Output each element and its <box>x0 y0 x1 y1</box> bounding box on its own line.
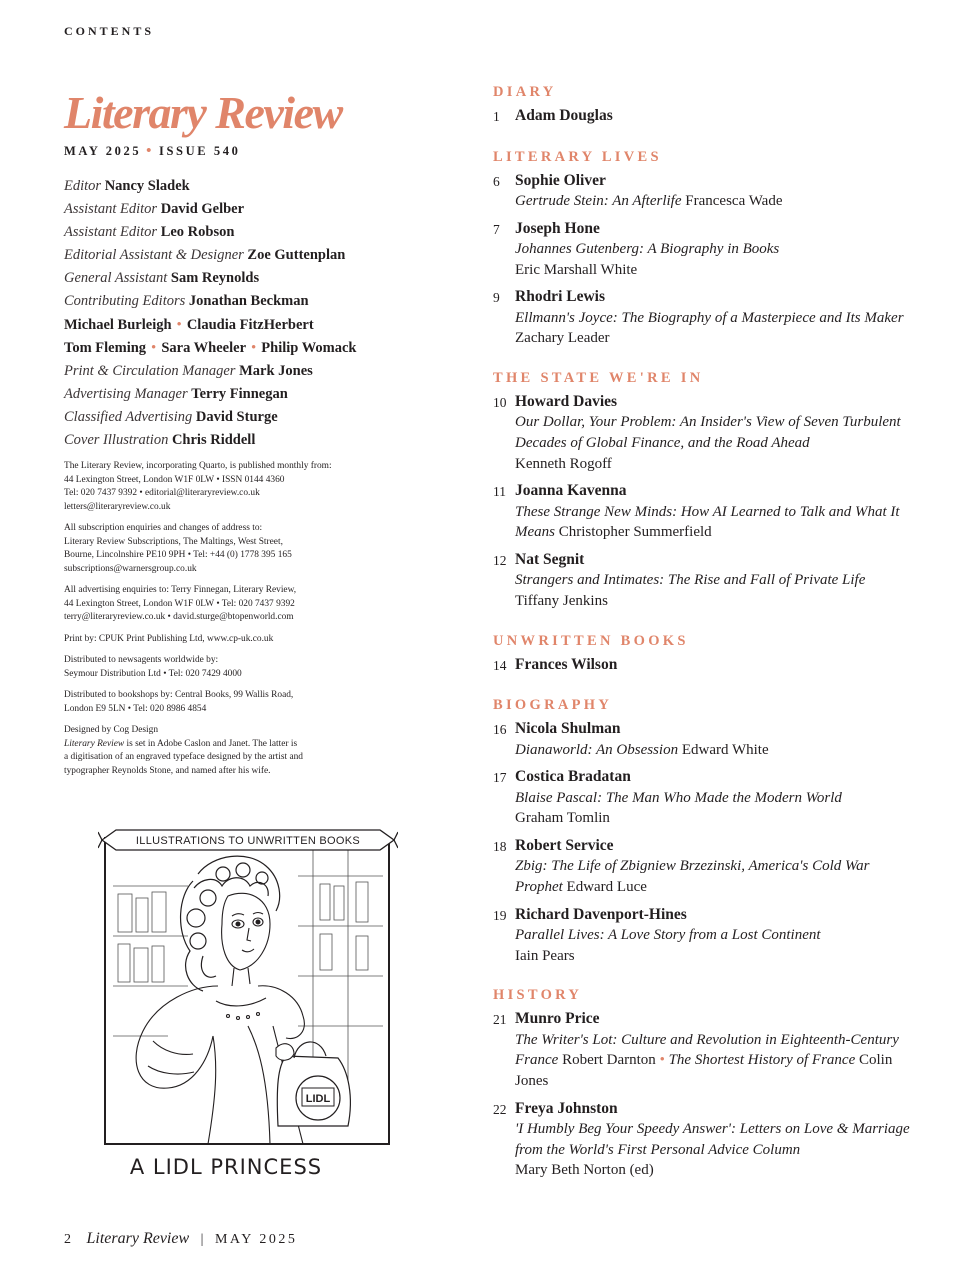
contents-entry[interactable] <box>493 287 913 349</box>
book-details <box>515 1119 913 1181</box>
design-info <box>64 724 394 778</box>
reviewer-name: Joseph Hone <box>515 219 600 237</box>
staff-row <box>64 429 394 452</box>
staff-row <box>64 360 394 383</box>
book-author: Eric Marshall White <box>515 261 638 278</box>
reviewer-name: Richard Davenport-Hines <box>515 905 687 923</box>
book-details <box>515 308 913 349</box>
fine-line: Seymour Distribution Ltd • Tel: 020 7429 4000 <box>64 668 242 679</box>
staff-name: Michael Burleigh <box>64 316 172 333</box>
fine-italic: Literary Review <box>64 738 125 749</box>
staff-role: Cover Illustration <box>64 432 169 449</box>
bullet-icon: • <box>659 1052 665 1069</box>
page-number: 7 <box>493 221 500 237</box>
book-author: Francesca Wade <box>681 193 783 209</box>
book-title: Blaise Pascal: The Man Who Made the Modern World <box>515 789 842 806</box>
staff-name: David Sturge <box>195 408 278 425</box>
fine-line: Distributed to newsagents worldwide by: <box>64 655 219 666</box>
fine-line: Print by: CPUK Print Publishing Ltd, www.cp-uk.co.uk <box>64 633 274 644</box>
fine-line: Distributed to bookshops by: Central Books, 99 Wallis Road, <box>64 690 294 701</box>
book-title: The Writer's Lot: Culture and Revolution in Eighteenth-Century France <box>515 1031 899 1069</box>
fine-line: 44 Lexington Street, London W1F 0LW • ISSN 0144 4360 <box>64 474 285 485</box>
publication-details <box>64 460 394 778</box>
book-details <box>515 856 913 897</box>
contents-entry[interactable] <box>493 550 913 612</box>
staff-row <box>64 406 394 429</box>
fine-line: All advertising enquiries to: Terry Finnegan, Literary Review, <box>64 585 297 596</box>
fine-line: terry@literaryreview.co.uk • david.sturge@btopenworld.com <box>64 612 294 623</box>
staff-role: Classified Advertising <box>64 408 193 425</box>
reviewer-name: Frances Wilson <box>515 655 618 673</box>
section-heading-diary: DIARY <box>493 84 557 100</box>
issue-number: ISSUE 540 <box>159 144 241 158</box>
bookshop-info <box>64 689 394 716</box>
contents-entry[interactable] <box>493 836 913 898</box>
book-title: Gertrude Stein: An Afterlife <box>515 193 682 209</box>
book-details <box>515 925 913 966</box>
contents-entry[interactable] <box>493 905 913 967</box>
reviewer-name: Howard Davies <box>515 392 618 410</box>
contents-entry[interactable] <box>493 655 913 677</box>
page-number: 1 <box>493 109 500 124</box>
page-number: 11 <box>493 484 506 500</box>
footer-page-number: 2 <box>64 1232 71 1247</box>
section-heading-state: THE STATE WE'RE IN <box>493 369 704 386</box>
fine-line: a digitisation of an engraved typeface designed by the artist and <box>64 752 303 763</box>
bullet-icon: • <box>146 143 155 159</box>
staff-role: Print & Circulation Manager <box>64 362 236 379</box>
book-title: Ellmann's Joyce: The Biography of a Masterpiece and Its Maker <box>515 309 904 326</box>
book-details <box>515 570 913 611</box>
fine-line: All subscription enquiries and changes of address to: <box>64 523 263 534</box>
book-title: Zbig: The Life of Zbigniew Brzezinski, America's Cold War Prophet <box>515 858 870 895</box>
fine-line: 44 Lexington Street, London W1F 0LW • Tel: 020 7437 9392 <box>64 598 295 609</box>
page-footer <box>64 1230 297 1248</box>
book-author: Colin Jones <box>515 1052 893 1089</box>
magazine-title: Literary Review <box>64 87 342 138</box>
staff-name: Chris Riddell <box>171 432 256 449</box>
staff-role: General Assistant <box>64 270 168 287</box>
book-author: Mary Beth Norton (ed) <box>515 1162 654 1179</box>
book-author: Robert Darnton <box>558 1052 656 1069</box>
staff-row <box>64 267 394 290</box>
book-title: Strangers and Intimates: The Rise and Fall of Private Life <box>515 572 866 589</box>
reviewer-name: Sophie Oliver <box>515 171 606 189</box>
staff-name: Mark Jones <box>239 362 313 379</box>
book-author: Iain Pears <box>515 947 575 964</box>
contents-entry[interactable] <box>493 719 913 760</box>
page-number: 18 <box>493 838 507 854</box>
reviewer-name: Adam Douglas <box>515 107 613 124</box>
staff-row <box>64 244 394 267</box>
contents-entry[interactable] <box>493 1009 913 1091</box>
page-number: 6 <box>493 173 500 189</box>
staff-role: Editorial Assistant & Designer <box>64 247 244 264</box>
page-number: 19 <box>493 907 507 923</box>
staff-row <box>64 314 394 337</box>
footer-date: MAY 2025 <box>214 1232 298 1247</box>
book-details <box>515 191 913 212</box>
book-title: Parallel Lives: A Love Story from a Lost Continent <box>515 927 821 944</box>
masthead-column <box>64 86 394 786</box>
book-details <box>515 502 913 543</box>
staff-role: Advertising Manager <box>64 385 188 402</box>
book-title: 'I Humbly Beg Your Speedy Answer': Letters on Love & Marriage from the World's First Personal Advice Column <box>515 1121 910 1158</box>
page-number: 12 <box>493 552 507 568</box>
staff-name: Terry Finnegan <box>191 385 288 402</box>
book-author: Graham Tomlin <box>515 810 610 827</box>
staff-name: Leo Robson <box>160 224 235 241</box>
fine-line: Bourne, Lincolnshire PE10 9PH • Tel: +44 (0) 1778 395 165 <box>64 550 292 561</box>
book-title: Our Dollar, Your Problem: An Insider's View of Seven Turbulent Decades of Global Finance, and the Road Ahead <box>515 414 901 452</box>
staff-name: Zoe Guttenplan <box>247 247 346 264</box>
issue-line <box>64 143 394 160</box>
book-author: Christopher Summerfield <box>555 524 712 541</box>
page-number: 10 <box>493 394 507 410</box>
book-title: Johannes Gutenberg: A Biography in Books <box>515 241 780 258</box>
page-number: 21 <box>493 1012 507 1028</box>
section-heading-history: HISTORY <box>493 987 583 1004</box>
fine-line: is set in Adobe Caslon and Janet. The latter is <box>124 738 298 749</box>
section-heading-unwritten-books: UNWRITTEN BOOKS <box>493 632 689 649</box>
staff-name: Nancy Sladek <box>104 178 190 194</box>
contents-entry[interactable] <box>493 767 913 829</box>
staff-row <box>64 383 394 406</box>
print-info <box>64 633 394 647</box>
publisher-info <box>64 460 394 514</box>
staff-role: Assistant Editor <box>64 201 158 218</box>
fine-line: Designed by Cog Design <box>64 725 159 736</box>
footer-title: Literary Review <box>86 1230 190 1247</box>
banner <box>98 830 398 850</box>
book-details <box>515 788 913 829</box>
book-author: Edward White <box>678 741 769 758</box>
staff-name: Philip Womack <box>261 339 357 356</box>
contents-entry[interactable] <box>493 171 913 212</box>
bullet-icon: • <box>251 339 257 356</box>
cover-illustration <box>98 826 398 1184</box>
illustration-caption: A LIDL PRINCESS <box>129 1155 323 1179</box>
section-heading-literary-lives: LITERARY LIVES <box>493 148 662 165</box>
reviewer-name: Rhodri Lewis <box>515 288 605 306</box>
contents-entry[interactable] <box>493 481 913 543</box>
reviewer-name: Nicola Shulman <box>515 720 621 738</box>
page-number: 9 <box>493 290 500 306</box>
contents-entry[interactable] <box>493 392 913 474</box>
book-title: These Strange New Minds: How AI Learned to Talk and What It Means <box>515 503 900 541</box>
staff-name: Claudia FitzHerbert <box>186 316 314 333</box>
staff-row <box>64 337 394 360</box>
staff-role: Contributing Editors <box>64 293 186 310</box>
bullet-icon: • <box>176 316 182 333</box>
fine-line: The Literary Review, incorporating Quarto, is published monthly from: <box>64 461 332 472</box>
page-number: 14 <box>493 657 507 673</box>
book-details <box>515 239 913 280</box>
staff-row <box>64 198 394 221</box>
book-author: Zachary Leader <box>515 330 610 347</box>
book-details <box>515 740 913 761</box>
book-author: Tiffany Jenkins <box>515 593 608 610</box>
fine-line: Literary Review Subscriptions, The Maltings, West Street, <box>64 536 283 547</box>
page-number: 17 <box>493 770 507 786</box>
section-heading-biography: BIOGRAPHY <box>493 697 613 714</box>
hand-drawing <box>276 1044 294 1061</box>
contents-entry[interactable] <box>493 106 913 128</box>
subscription-info <box>64 522 394 576</box>
book-details <box>515 1030 913 1092</box>
staff-name: Sam Reynolds <box>170 270 260 287</box>
fine-line: subscriptions@warnersgroup.co.uk <box>64 563 197 574</box>
staff-name: Sara Wheeler <box>161 339 247 356</box>
staff-role: Editor <box>64 178 102 194</box>
staff-row <box>64 221 394 244</box>
book-title: Dianaworld: An Obsession <box>515 741 679 758</box>
reviewer-name: Munro Price <box>515 1010 600 1028</box>
issue-month: MAY 2025 <box>64 144 142 158</box>
newsagent-info <box>64 654 394 681</box>
banner-text: ILLUSTRATIONS TO UNWRITTEN BOOKS <box>135 835 361 847</box>
staff-row <box>64 175 394 198</box>
staff-role: Assistant Editor <box>64 224 158 241</box>
reviewer-name: Nat Segnit <box>515 550 585 568</box>
book-details <box>515 412 913 474</box>
book-author: Kenneth Rogoff <box>515 455 612 472</box>
reviewer-name: Freya Johnston <box>515 1099 618 1117</box>
fine-line: Tel: 020 7437 9392 • editorial@literaryreview.co.uk <box>64 488 260 499</box>
reviewer-name: Joanna Kavenna <box>515 482 627 500</box>
bullet-icon: • <box>151 339 157 356</box>
contents-entry[interactable] <box>493 219 913 281</box>
page-number: 22 <box>493 1101 507 1117</box>
reviewer-name: Robert Service <box>515 836 614 854</box>
contents-entry[interactable] <box>493 1099 913 1181</box>
book-author: Edward Luce <box>562 879 647 895</box>
book-title: The Shortest History of France <box>664 1052 856 1069</box>
contents-list <box>493 80 913 1188</box>
fine-line: London E9 5LN • Tel: 020 8986 4854 <box>64 703 207 714</box>
staff-name: Jonathan Beckman <box>188 293 309 310</box>
page-number: 16 <box>493 722 507 738</box>
staff-row <box>64 290 394 313</box>
staff-name: Tom Fleming <box>64 339 147 356</box>
fine-line: letters@literaryreview.co.uk <box>64 501 171 512</box>
footer-separator: | <box>200 1232 204 1247</box>
reviewer-name: Costica Bradatan <box>515 768 631 786</box>
bag-logo-text: LIDL <box>305 1093 331 1105</box>
staff-name: David Gelber <box>160 201 245 218</box>
advertising-info <box>64 584 394 625</box>
section-label: CONTENTS <box>64 24 155 38</box>
fine-line: typographer Reynolds Stone, and named after his wife. <box>64 765 271 776</box>
staff-list <box>64 175 394 452</box>
